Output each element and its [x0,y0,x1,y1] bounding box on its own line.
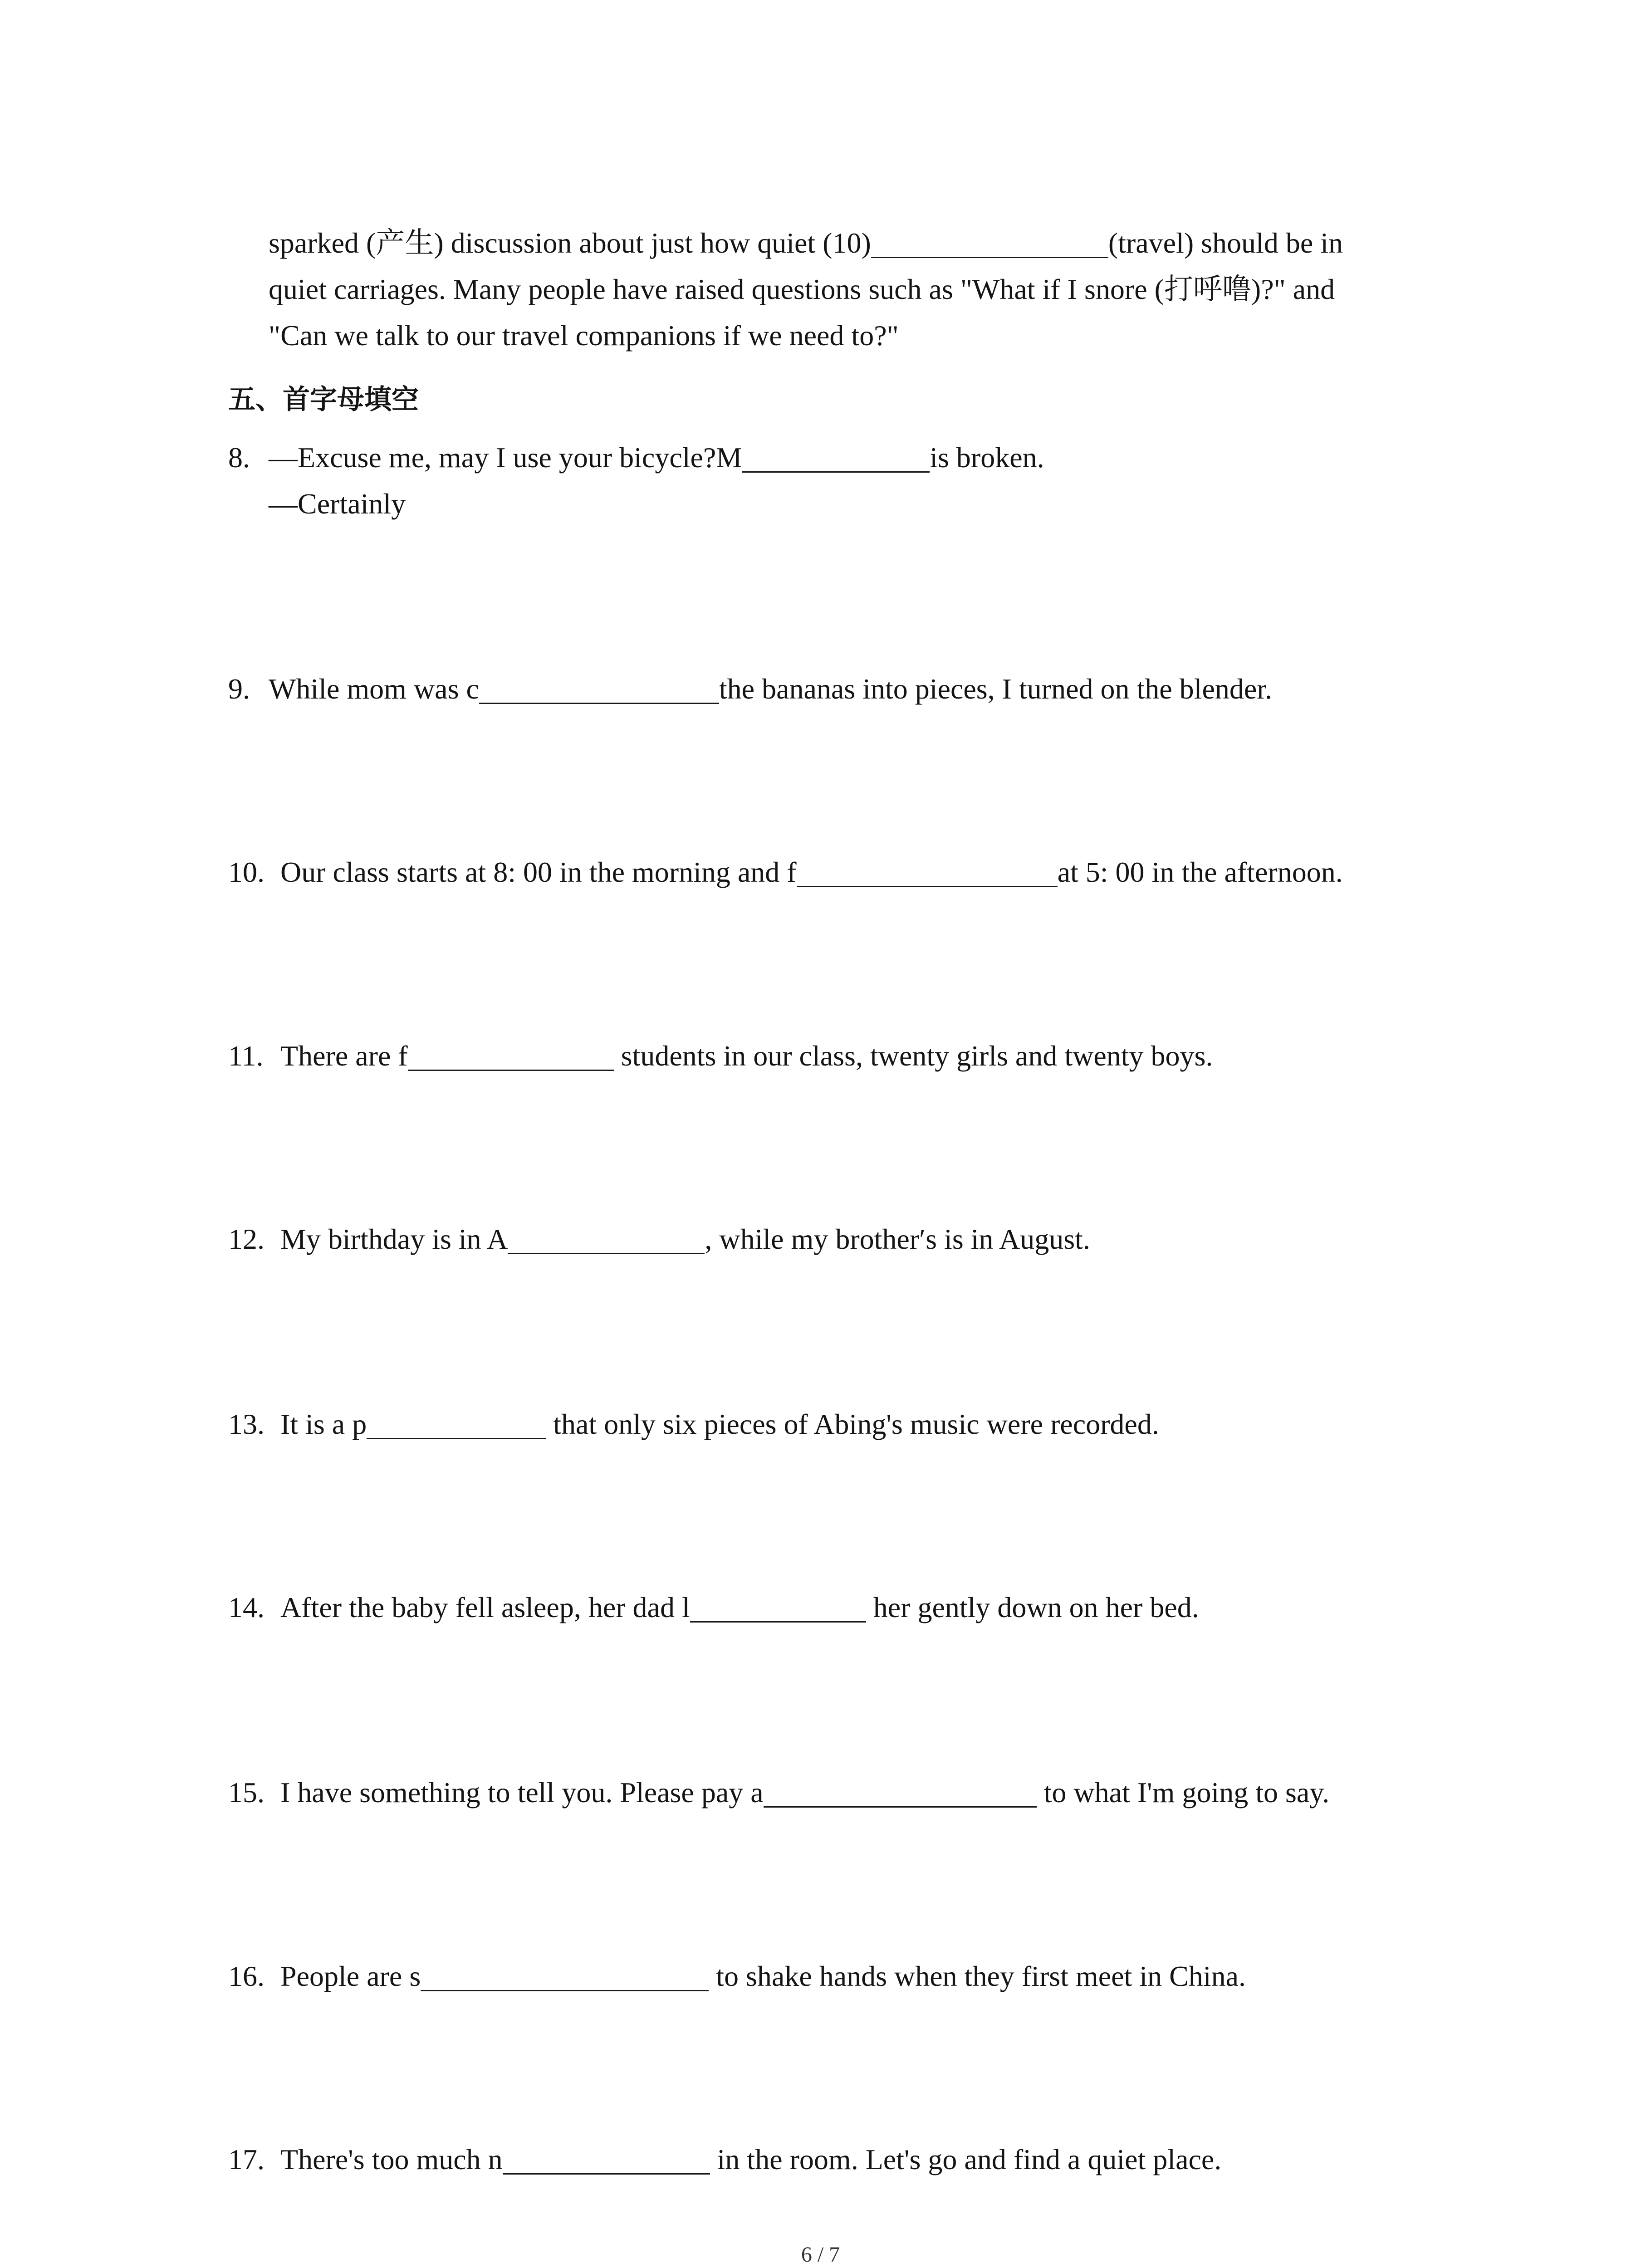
question-text-before: There's too much n [280,2143,503,2175]
question-number: 8. [228,441,250,474]
question-number: 12. [228,1223,265,1255]
question-text-after: to what I'm going to say. [1036,1776,1330,1809]
question-text-after: is broken. [930,441,1044,474]
question-text-before: There are f [280,1040,408,1072]
question-number: 15. [228,1776,265,1809]
question-text-before: After the baby fell asleep, her dad l [280,1591,690,1623]
question-text-after: to shake hands when they first meet in China. [709,1960,1246,1992]
passage-line-1-after: (travel) should be in [1108,227,1343,259]
question-text [280,1038,1213,1074]
question-text-before: My birthday is in A [280,1223,508,1255]
answer-blank [421,1990,709,1991]
question-text-after: , while my brother′s is in August. [705,1223,1090,1255]
answer-blank [797,886,1058,887]
page-number: 6 / 7 [801,2243,840,2267]
question-text [280,1958,1246,1994]
question-text [280,854,1343,890]
answer-blank [742,471,930,473]
answer-blank [764,1806,1037,1808]
answer-blank [503,2173,710,2175]
passage-line-1-before: sparked (产生) discussion about just how quiet (10) [269,227,871,259]
section-heading: 五、首字母填空 [228,384,419,415]
question-text [280,1221,1090,1257]
answer-blank [408,1070,614,1071]
question-text-after: that only six pieces of Abing's music were recorded. [546,1408,1159,1440]
question-number: 14. [228,1591,265,1623]
question-number: 16. [228,1960,265,1992]
question-text [280,1774,1329,1811]
question-text-after: at 5: 00 in the afternoon. [1057,856,1343,888]
question-text-before: People are s [280,1960,421,1992]
question-text [280,1406,1159,1442]
question-number: 13. [228,1408,265,1440]
passage-line-3: "Can we talk to our travel companions if we need to?" [269,319,899,352]
question-reply: —Certainly [269,488,406,520]
question-text-after: students in our class, twenty girls and twenty boys. [613,1040,1213,1072]
question-text-before: Our class starts at 8: 00 in the morning and f [280,856,797,888]
passage-line-2: quiet carriages. Many people have raised questions such as "What if I snore (打呼噜)?" and [269,273,1335,305]
question-text-before: While mom was c [269,673,479,705]
question-number: 10. [228,856,265,888]
answer-blank [508,1253,705,1254]
question-text [269,440,1044,476]
question-text-before: It is a p [280,1408,367,1440]
question-text-after: in the room. Let's go and find a quiet place. [710,2143,1222,2175]
question-number: 11. [228,1040,264,1072]
answer-blank [479,703,719,704]
question-text [269,671,1272,707]
passage-line-1 [269,225,1343,261]
question-number: 17. [228,2143,265,2175]
answer-blank [367,1438,546,1439]
question-text [280,1589,1199,1626]
question-text-before: I have something to tell you. Please pay a [280,1776,764,1809]
question-text-after: her gently down on her bed. [866,1591,1199,1623]
question-text-before: —Excuse me, may I use your bicycle?M [269,441,742,474]
question-text-after: the bananas into pieces, I turned on the blender. [719,673,1273,705]
question-number: 9. [228,673,250,705]
answer-blank [690,1621,866,1623]
answer-blank [871,257,1108,258]
question-text [280,2141,1221,2178]
